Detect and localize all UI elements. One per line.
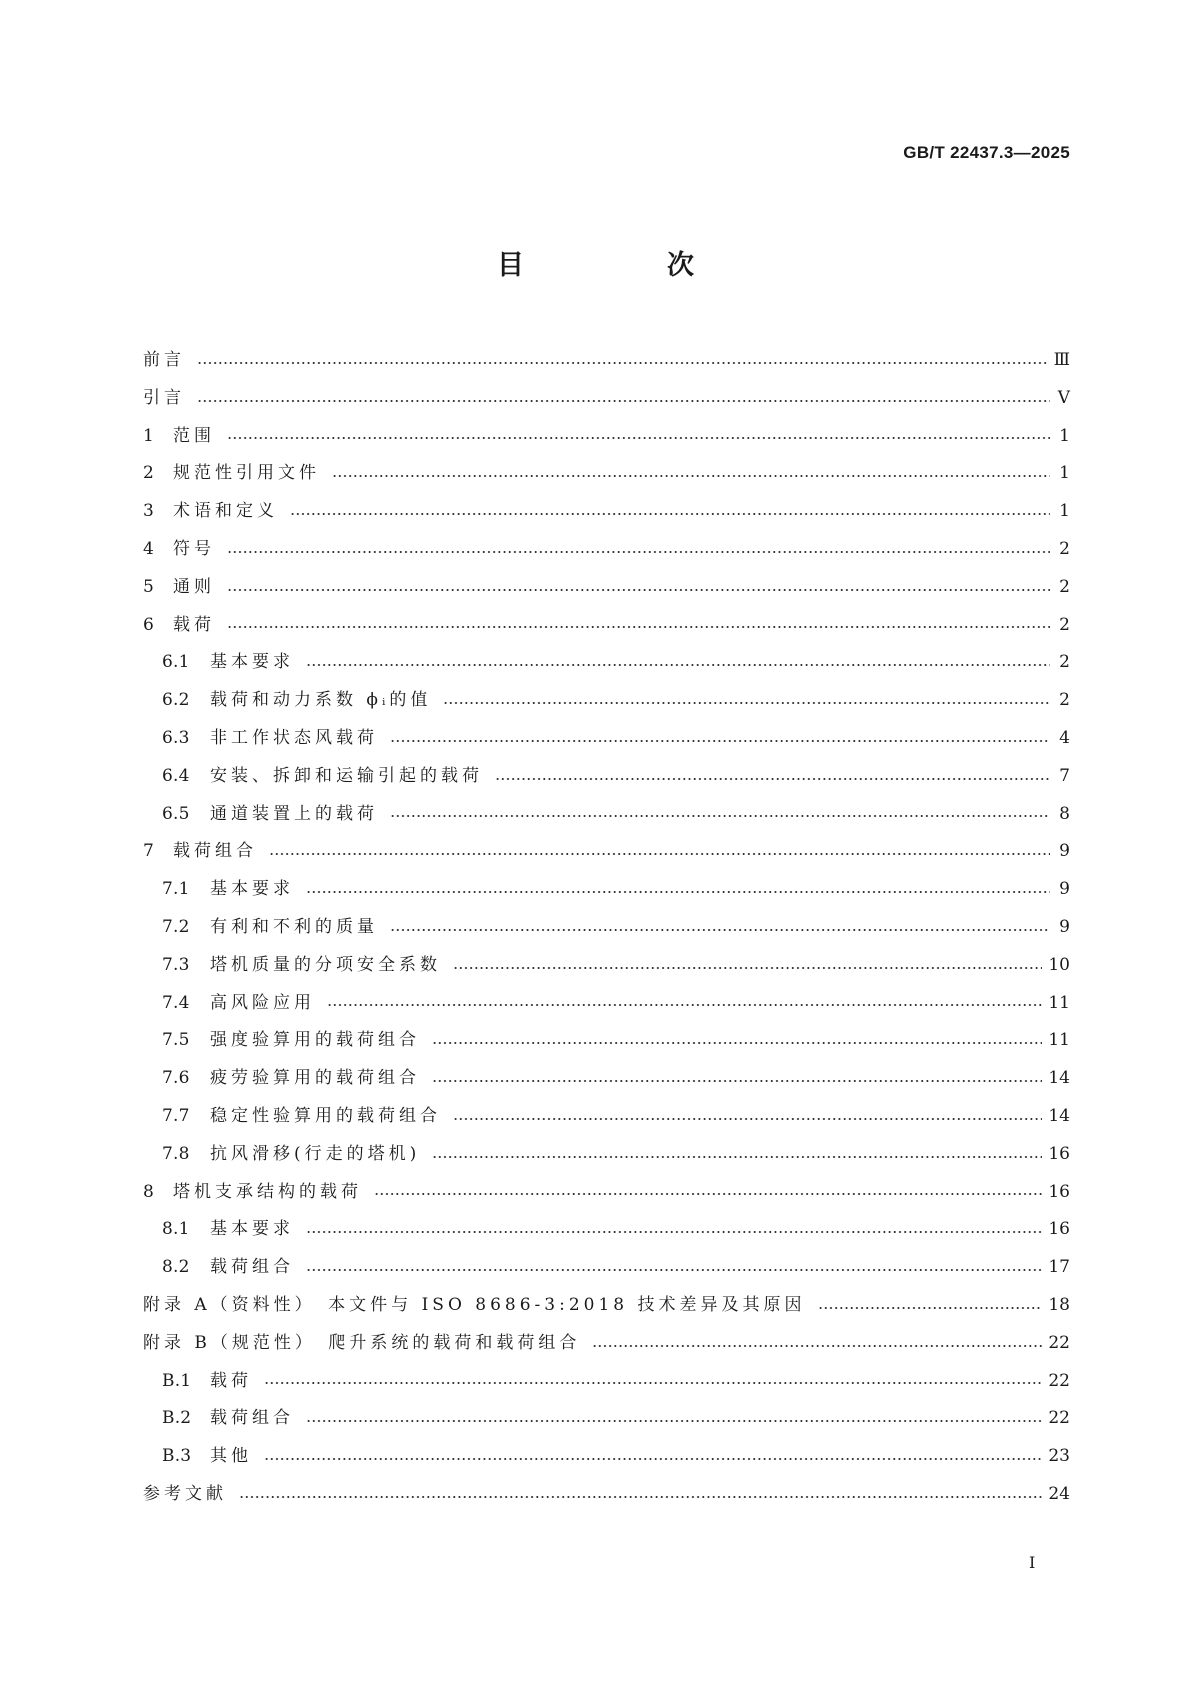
toc-entry-title: 稳定性验算用的载荷组合 — [210, 1105, 441, 1126]
toc-dot-leader — [390, 808, 1050, 820]
toc-entry-number: 7.3 — [162, 954, 190, 975]
toc-entry-title: 其他 — [210, 1446, 252, 1467]
toc-dot-leader — [432, 1073, 1042, 1085]
toc-dot-leader — [390, 922, 1050, 934]
toc-entry-title: 抗风滑移(行走的塔机) — [210, 1143, 421, 1164]
toc-entry-number: 8.1 — [162, 1219, 190, 1240]
toc-dot-leader — [227, 582, 1050, 594]
toc-dot-leader — [306, 657, 1050, 669]
toc-entry[interactable] — [143, 493, 1070, 531]
toc-entry-page: 11 — [1048, 992, 1070, 1013]
toc-entry-title: 塔机支承结构的载荷 — [173, 1181, 362, 1202]
toc-dot-leader — [495, 771, 1050, 783]
toc-entry-page: 22 — [1048, 1370, 1070, 1391]
toc-entry-title: 塔机质量的分项安全系数 — [210, 954, 441, 975]
toc-entry[interactable] — [143, 1060, 1070, 1098]
toc-entry-title: 术语和定义 — [173, 501, 278, 522]
toc-dot-leader — [453, 960, 1042, 972]
toc-entry[interactable] — [143, 1476, 1070, 1514]
toc-entry[interactable] — [143, 1287, 1070, 1325]
toc-entry-number: 7.2 — [162, 916, 190, 937]
toc-dot-leader — [269, 846, 1050, 858]
toc-entry[interactable] — [143, 1174, 1070, 1212]
toc-entry-number: 3 — [143, 501, 155, 522]
toc-entry[interactable] — [143, 569, 1070, 607]
toc-entry[interactable] — [143, 607, 1070, 645]
toc-entry-page: 1 — [1059, 501, 1070, 522]
toc-entry-page: 2 — [1059, 538, 1070, 559]
toc-entry-title: 符号 — [173, 538, 215, 559]
toc-entry-title: 范围 — [173, 425, 215, 446]
toc-entry-title: 基本要求 — [210, 652, 294, 673]
toc-entry[interactable] — [143, 682, 1070, 720]
toc-entry[interactable] — [143, 1400, 1070, 1438]
toc-entry-number: 6.3 — [162, 727, 190, 748]
toc-entry-page: 2 — [1059, 614, 1070, 635]
toc-dot-leader — [374, 1186, 1042, 1198]
toc-entry-title: 载荷组合 — [210, 1408, 294, 1429]
toc-dot-leader — [197, 393, 1050, 405]
toc-dot-leader — [432, 1149, 1042, 1161]
toc-dot-leader — [306, 1224, 1042, 1236]
toc-entry-page: 16 — [1048, 1219, 1070, 1240]
toc-entry-page: 23 — [1048, 1446, 1070, 1467]
toc-entry[interactable] — [143, 720, 1070, 758]
toc-entry-title: 参考文献 — [143, 1483, 227, 1504]
toc-entry-page: 14 — [1048, 1105, 1070, 1126]
toc-entry[interactable] — [143, 947, 1070, 985]
toc-entry-page: 18 — [1048, 1294, 1070, 1315]
toc-entry[interactable] — [143, 833, 1070, 871]
toc-entry-page: 9 — [1059, 841, 1070, 862]
toc-entry-page: 24 — [1048, 1483, 1070, 1504]
toc-entry-number: B.3 — [162, 1446, 192, 1467]
toc-dot-leader — [327, 997, 1042, 1009]
toc-entry-title: 基本要求 — [210, 1219, 294, 1240]
toc-entry-number: 5 — [143, 576, 155, 597]
toc-dot-leader — [306, 884, 1050, 896]
toc-entry[interactable] — [143, 644, 1070, 682]
toc-entry[interactable] — [143, 1438, 1070, 1476]
toc-entry[interactable] — [143, 758, 1070, 796]
toc-dot-leader — [443, 695, 1050, 707]
toc-entry-page: 9 — [1059, 879, 1070, 900]
toc-entry-page: 1 — [1059, 463, 1070, 484]
toc-entry[interactable] — [143, 985, 1070, 1023]
toc-entry[interactable] — [143, 380, 1070, 418]
toc-dot-leader — [432, 1035, 1042, 1047]
toc-entry-page: 9 — [1059, 916, 1070, 937]
toc-entry[interactable] — [143, 455, 1070, 493]
toc-dot-leader — [239, 1489, 1042, 1501]
toc-entry-number: 7.7 — [162, 1105, 190, 1126]
toc-entry[interactable] — [143, 1363, 1070, 1401]
toc-dot-leader — [264, 1375, 1042, 1387]
toc-entry-number: 7.1 — [162, 879, 190, 900]
toc-dot-leader — [264, 1451, 1042, 1463]
toc-entry-title: 附录 A（资料性） 本文件与 ISO 8686-3:2018 技术差异及其原因 — [143, 1294, 806, 1315]
toc-entry-number: 2 — [143, 463, 155, 484]
toc-entry[interactable] — [143, 1249, 1070, 1287]
toc-entry-title: 规范性引用文件 — [173, 463, 320, 484]
toc-entry[interactable] — [143, 1325, 1070, 1363]
toc-entry[interactable] — [143, 1136, 1070, 1174]
toc-entry-page: 22 — [1048, 1408, 1070, 1429]
toc-entry-number: B.2 — [162, 1408, 192, 1429]
toc-entry-title: 有利和不利的质量 — [210, 916, 378, 937]
toc-dot-leader — [390, 733, 1050, 745]
toc-dot-leader — [290, 506, 1050, 518]
toc-entry-title: 通则 — [173, 576, 215, 597]
toc-entry[interactable] — [143, 796, 1070, 834]
toc-dot-leader — [306, 1262, 1042, 1274]
toc-entry-page: 16 — [1048, 1181, 1070, 1202]
toc-entry-page: Ⅴ — [1057, 387, 1070, 408]
toc-entry-number: 1 — [143, 425, 155, 446]
toc-entry-page: 8 — [1059, 803, 1070, 824]
toc-entry-title: 引言 — [143, 387, 185, 408]
toc-entry-title: 载荷组合 — [173, 841, 257, 862]
toc-entry-number: 6.5 — [162, 803, 190, 824]
toc-entry-page: 16 — [1048, 1143, 1070, 1164]
toc-entry-number: 6 — [143, 614, 155, 635]
toc-dot-leader — [227, 544, 1050, 556]
toc-entry-page: 14 — [1048, 1068, 1070, 1089]
toc-entry[interactable] — [143, 871, 1070, 909]
toc-entry-title: 附录 B（规范性） 爬升系统的载荷和载荷组合 — [143, 1332, 581, 1353]
toc-entry-number: 7.6 — [162, 1068, 190, 1089]
toc-entry-title: 非工作状态风载荷 — [210, 727, 378, 748]
toc-entry-number: B.1 — [162, 1370, 192, 1391]
toc-entry[interactable] — [143, 909, 1070, 947]
toc-entry-title: 安装、拆卸和运输引起的载荷 — [210, 765, 483, 786]
toc-entry-title: 高风险应用 — [210, 992, 315, 1013]
toc-entry-number: 7 — [143, 841, 155, 862]
toc-entry[interactable] — [143, 1022, 1070, 1060]
toc-entry-page: Ⅲ — [1053, 350, 1070, 370]
toc-dot-leader — [227, 619, 1050, 631]
toc-entry-page: 7 — [1059, 765, 1070, 786]
toc-entry-number: 7.5 — [162, 1030, 190, 1051]
toc-entry-number: 4 — [143, 538, 155, 559]
toc-entry-number: 6.2 — [162, 690, 190, 711]
toc-dot-leader — [227, 430, 1050, 442]
toc-entry-page: 2 — [1059, 576, 1070, 597]
toc-entry-title: 疲劳验算用的载荷组合 — [210, 1068, 420, 1089]
toc-entry[interactable] — [143, 342, 1070, 380]
toc-entry-title: 载荷 — [210, 1370, 252, 1391]
toc-entry-title: 载荷和动力系数 ϕᵢ的值 — [210, 690, 432, 711]
toc-entry-title: 前言 — [143, 350, 185, 370]
toc-dot-leader — [818, 1300, 1043, 1312]
toc-entry-number: 8.2 — [162, 1257, 190, 1278]
toc-entry-number: 7.4 — [162, 992, 190, 1013]
toc-dot-leader — [453, 1111, 1042, 1123]
toc-entry-page: 11 — [1048, 1030, 1070, 1051]
toc-entry-title: 基本要求 — [210, 879, 294, 900]
toc-entry[interactable] — [143, 1211, 1070, 1249]
table-of-contents — [143, 342, 1070, 1514]
toc-entry-page: 2 — [1059, 690, 1070, 711]
toc-entry-page: 17 — [1048, 1257, 1070, 1278]
toc-entry-page: 4 — [1059, 727, 1070, 748]
page-folio: I — [1029, 1553, 1036, 1572]
toc-entry-number: 8 — [143, 1181, 155, 1202]
toc-dot-leader — [592, 1338, 1042, 1350]
toc-entry-number: 7.8 — [162, 1143, 190, 1164]
toc-entry-title: 强度验算用的载荷组合 — [210, 1030, 420, 1051]
toc-entry-number: 6.4 — [162, 765, 190, 786]
toc-entry-page: 1 — [1059, 425, 1070, 446]
toc-entry-number: 6.1 — [162, 652, 190, 673]
toc-dot-leader — [306, 1413, 1042, 1425]
toc-dot-leader — [332, 468, 1050, 480]
toc-entry-page: 10 — [1048, 954, 1070, 975]
toc-entry-page: 2 — [1059, 652, 1070, 673]
toc-entry[interactable] — [143, 1098, 1070, 1136]
toc-entry[interactable] — [143, 531, 1070, 569]
toc-entry-title: 载荷 — [173, 614, 215, 635]
toc-entry-title: 载荷组合 — [210, 1257, 294, 1278]
toc-entry-title: 通道装置上的载荷 — [210, 803, 378, 824]
toc-dot-leader — [197, 355, 1048, 367]
toc-entry[interactable] — [143, 418, 1070, 456]
page-title: 目 次 — [497, 250, 752, 281]
standard-number: GB/T 22437.3—2025 — [903, 143, 1070, 162]
toc-entry-page: 22 — [1048, 1332, 1070, 1353]
